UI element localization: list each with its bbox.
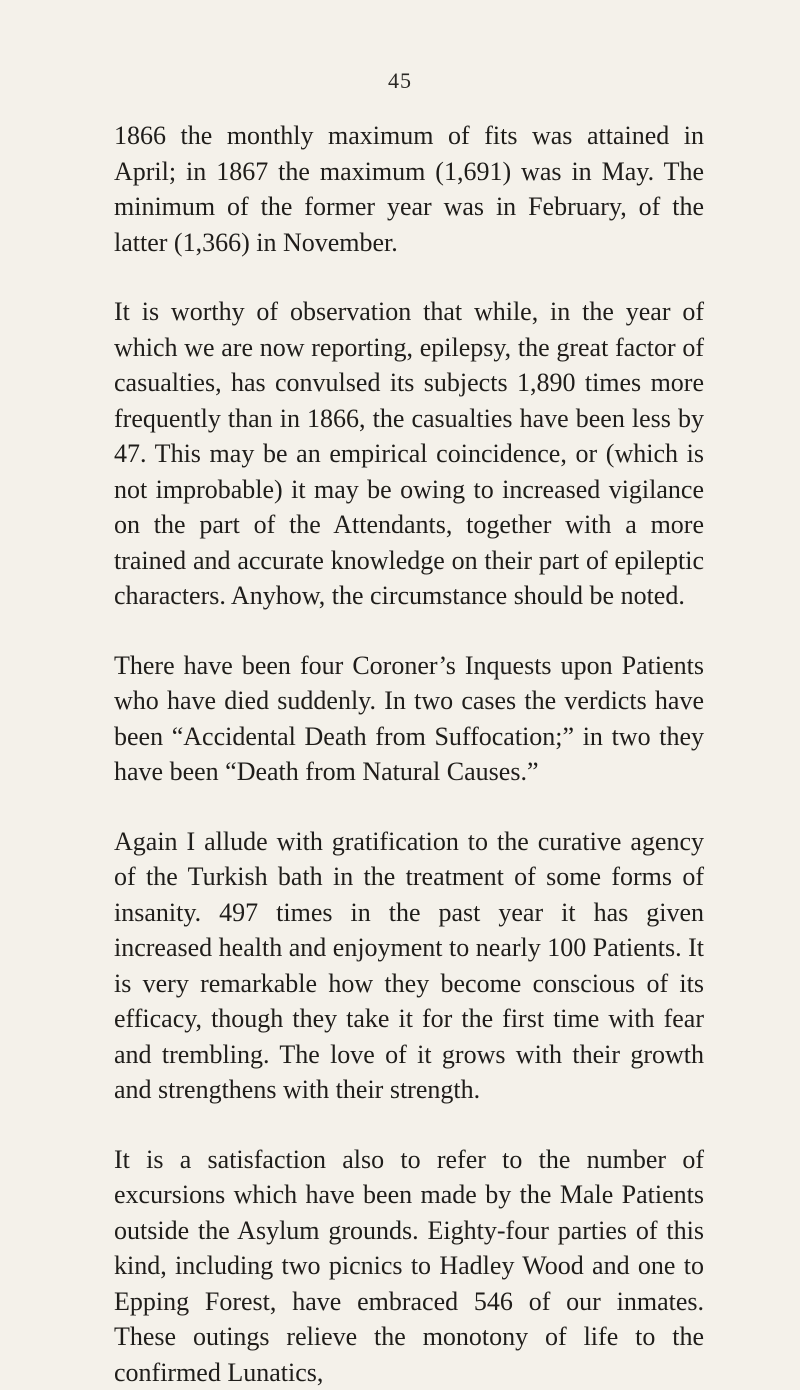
paragraph-turkish-bath: Again I allude with gratification to the curative agency of the Turkish bath in the treatment of some forms of insanity. 497 times in the past year it has given increased health and enjoyment to nearly 100 Patients. It is very remarkable how they become conscious of its efficacy, though they take it for the first time with fear and trembling. The love of it grows with their growth and strengthens with their strength. (114, 824, 704, 1108)
paragraph-epilepsy-casualties: It is worthy of observation that while, in the year of which we are now reporting, epilepsy, the great factor of casualties, has convulsed its subjects 1,890 times more frequently than in 1866, the casualties have been less by 47. This may be an empirical coincidence, or (which is not improbable) it may be owing to increased vigilance on the part of the Attendants, together with a more trained and accurate knowledge on their part of epileptic characters. Anyhow, the circumstance should be noted. (114, 294, 704, 614)
paragraph-excursions: It is a satisfaction also to refer to the number of excursions which have been made by the Male Patients outside the Asylum grounds. Eighty-four parties of this kind, including two picnics to Hadley Wood and one to Epping Forest, have embraced 546 of our inmates. These outings relieve the monotony of life to the confirmed Lunatics, (114, 1142, 704, 1390)
paragraph-coroners-inquests: There have been four Coroner’s Inquests upon Patients who have died suddenly. In two cases the verdicts have been “Accidental Death from Suffocation;” in two they have been “Death from Natural Causes.” (114, 648, 704, 790)
body-text (114, 118, 704, 1390)
paragraph-fits-statistics: 1866 the monthly maximum of fits was attained in April; in 1867 the maximum (1,691) was in May. The minimum of the former year was in February, of the latter (1,366) in November. (114, 118, 704, 260)
page-number: 45 (0, 68, 800, 94)
